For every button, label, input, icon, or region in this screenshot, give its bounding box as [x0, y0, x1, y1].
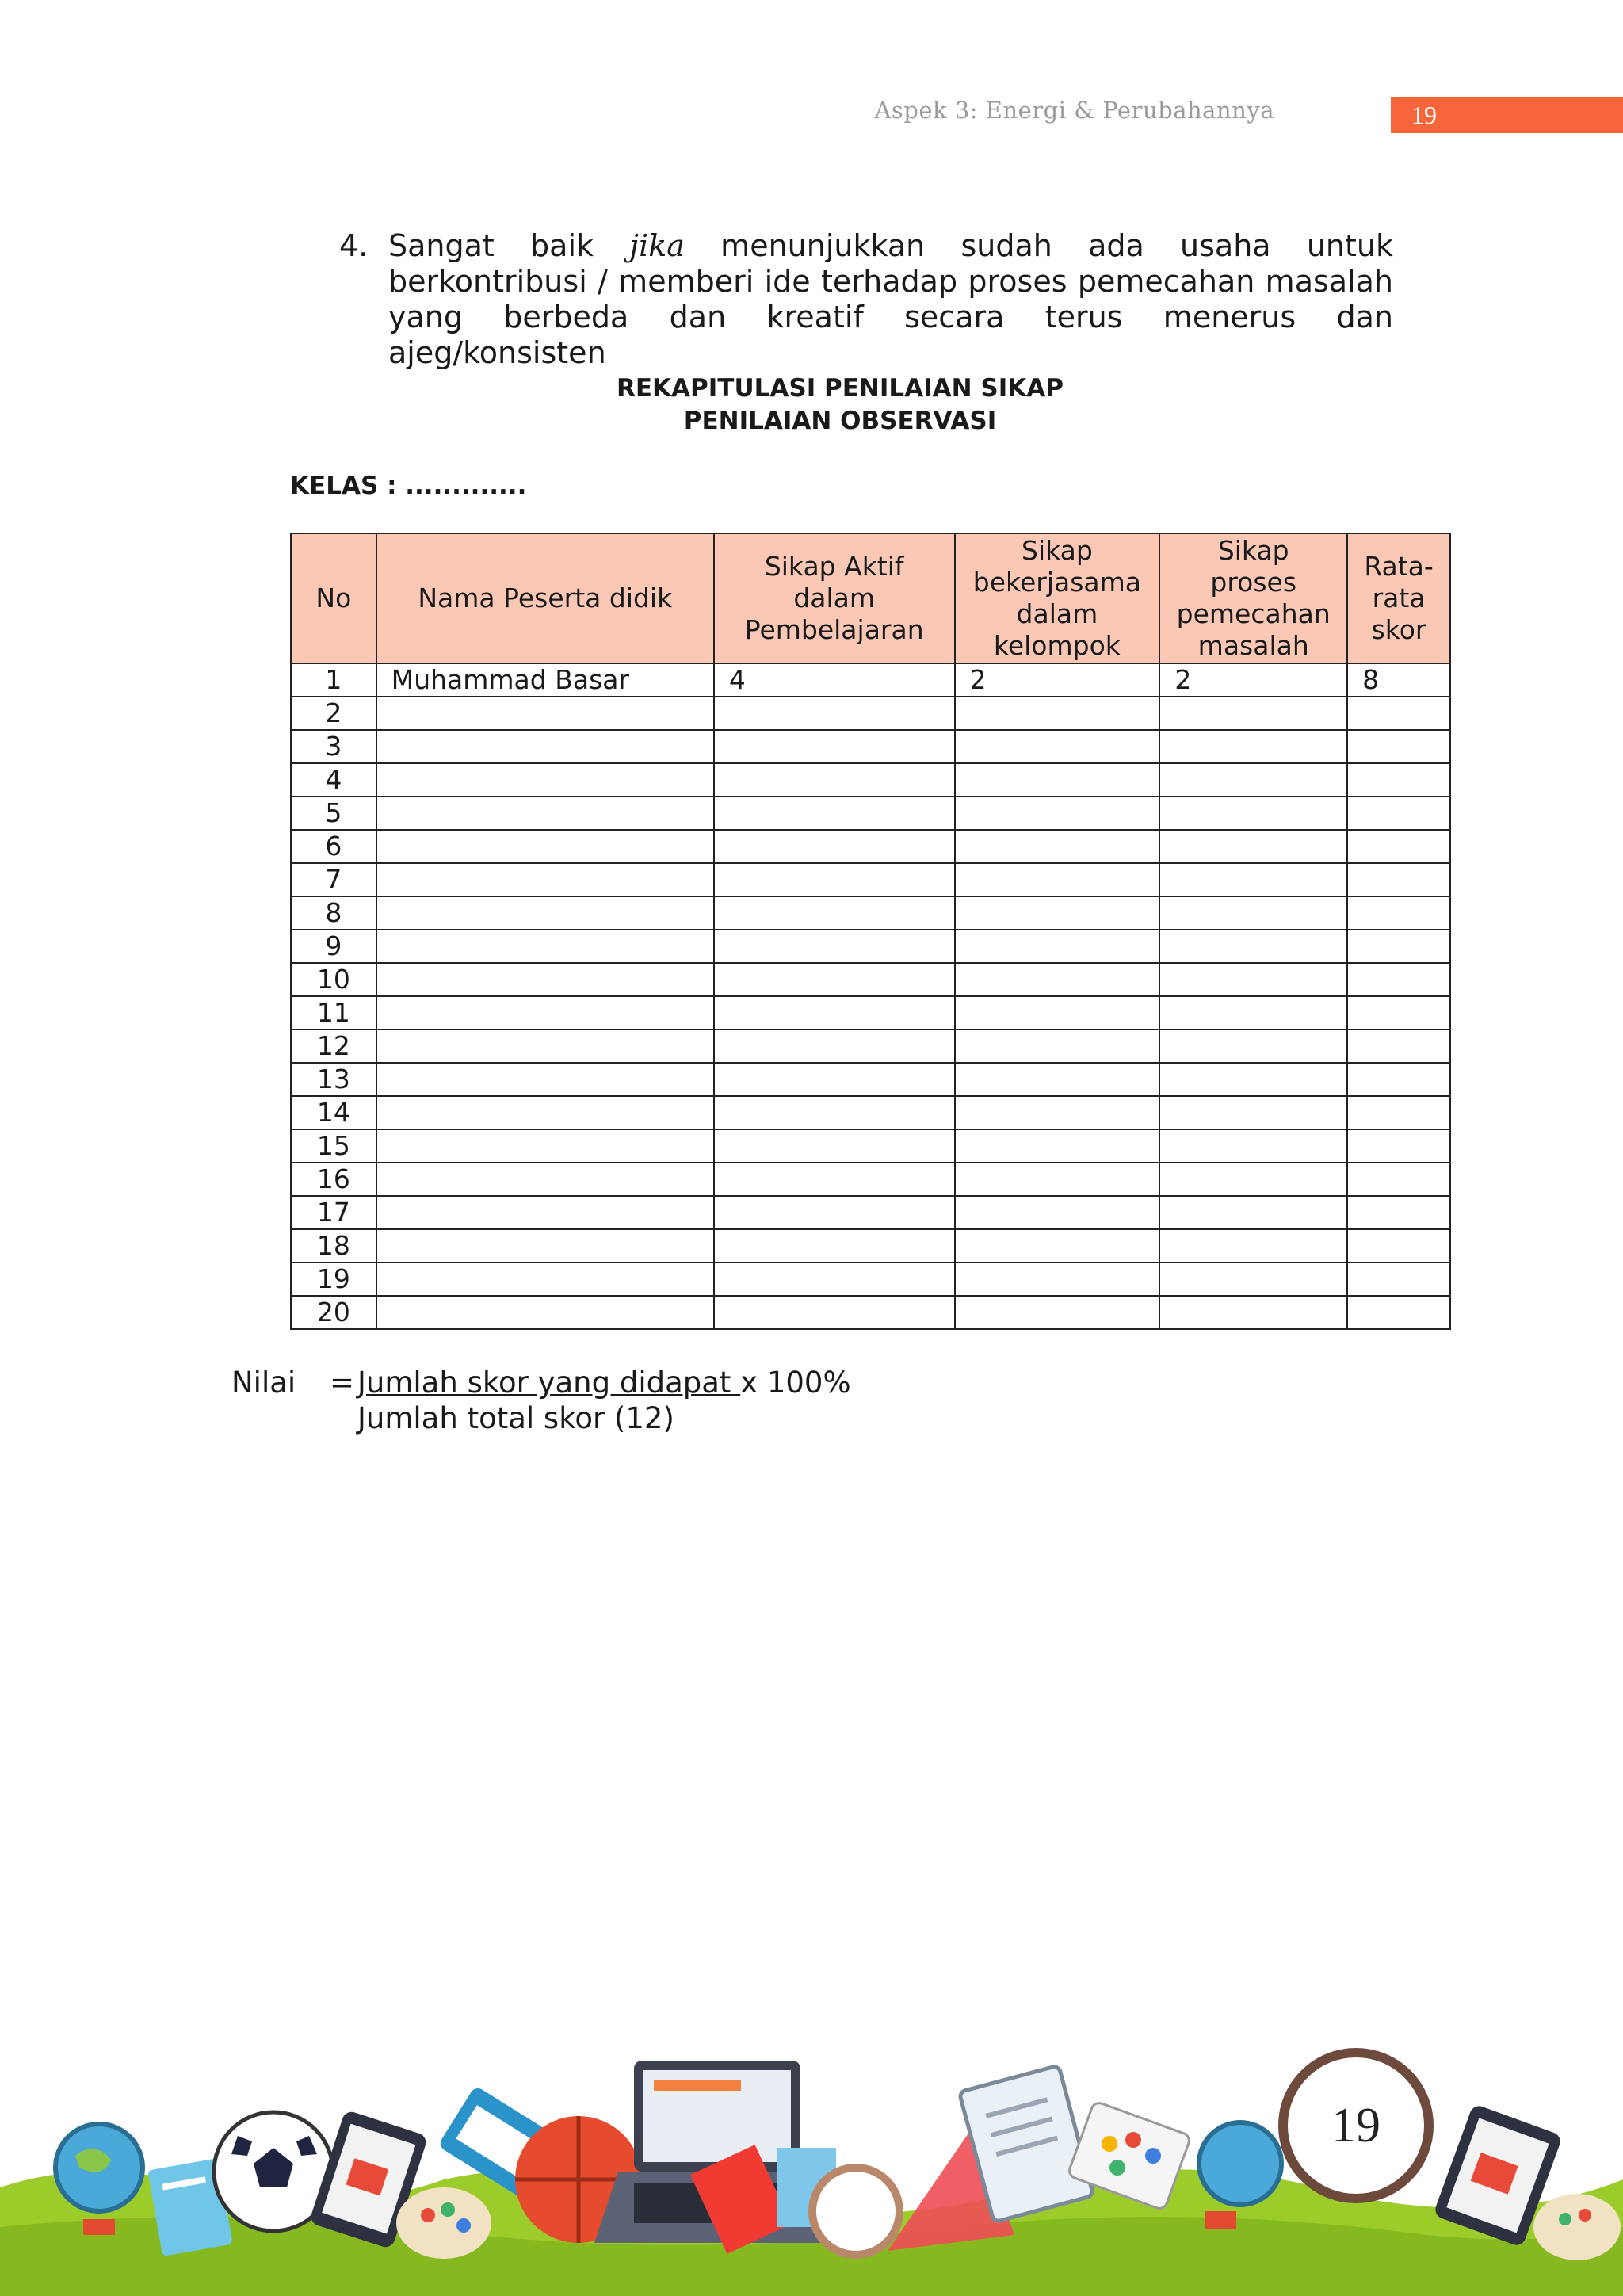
no-cell: 16	[291, 1163, 376, 1196]
header-line: proses	[1210, 567, 1297, 598]
active-score-cell	[714, 730, 955, 763]
problem-solving-score-cell	[1159, 1096, 1347, 1129]
no-cell: 19	[291, 1263, 376, 1296]
name-cell	[376, 763, 714, 797]
problem-solving-score-cell	[1159, 830, 1347, 863]
cooperation-score-cell	[955, 1296, 1160, 1329]
problem-solving-score-cell: 2	[1159, 663, 1347, 697]
cooperation-score-cell	[955, 1129, 1160, 1163]
table-row	[291, 797, 1450, 830]
problem-solving-score-cell	[1159, 896, 1347, 930]
running-header-title: Aspek 3: Energi & Perubahannya	[874, 97, 1274, 124]
page-number-badge: 19	[1278, 2048, 1434, 2203]
average-score-cell	[1347, 1129, 1450, 1163]
average-score-cell	[1347, 1263, 1450, 1296]
formula-numerator: Jumlah skor yang didapat	[357, 1366, 741, 1400]
name-cell: Muhammad Basar	[376, 663, 714, 697]
header-line: Sikap	[1022, 535, 1093, 566]
cooperation-score-cell	[955, 830, 1160, 863]
name-cell	[376, 830, 714, 863]
problem-solving-score-cell	[1159, 1229, 1347, 1263]
header-line: pemecahan	[1176, 598, 1331, 629]
table-row	[291, 663, 1450, 697]
criteria-number: 4.	[339, 228, 369, 263]
problem-solving-score-cell	[1159, 863, 1347, 896]
name-cell	[376, 1096, 714, 1129]
problem-solving-score-cell	[1159, 730, 1347, 763]
cooperation-score-cell	[955, 1030, 1160, 1063]
problem-solving-score-cell	[1159, 763, 1347, 797]
name-cell	[376, 996, 714, 1030]
table-row	[291, 963, 1450, 996]
formula-label: Nilai	[231, 1366, 296, 1400]
no-cell: 14	[291, 1096, 376, 1129]
name-cell	[376, 1263, 714, 1296]
cooperation-score-cell	[955, 797, 1160, 830]
name-cell	[376, 730, 714, 763]
table-row	[291, 1196, 1450, 1229]
average-score-cell	[1347, 1229, 1450, 1263]
cooperation-score-cell	[955, 863, 1160, 896]
problem-solving-score-cell	[1159, 1296, 1347, 1329]
table-row	[291, 697, 1450, 730]
problem-solving-score-cell	[1159, 1063, 1347, 1096]
table-header-row	[291, 533, 1450, 663]
average-score-cell	[1347, 797, 1450, 830]
problem-solving-score-cell	[1159, 697, 1347, 730]
header-line: bekerjasama	[972, 567, 1142, 598]
no-cell: 2	[291, 697, 376, 730]
active-score-cell	[714, 1229, 955, 1263]
no-cell: 4	[291, 763, 376, 797]
active-score-cell	[714, 963, 955, 996]
average-score-cell	[1347, 730, 1450, 763]
name-cell	[376, 930, 714, 963]
no-cell: 8	[291, 896, 376, 930]
no-cell: 3	[291, 730, 376, 763]
table-row	[291, 1096, 1450, 1129]
name-cell	[376, 1163, 714, 1196]
average-score-cell	[1347, 996, 1450, 1030]
name-cell	[376, 1296, 714, 1329]
active-score-cell	[714, 1163, 955, 1196]
criteria-item-4	[339, 228, 1393, 371]
no-cell: 5	[291, 797, 376, 830]
cooperation-score-cell	[955, 1096, 1160, 1129]
average-score-cell	[1347, 863, 1450, 896]
cooperation-score-cell	[955, 1163, 1160, 1196]
no-cell: 12	[291, 1030, 376, 1063]
cooperation-score-cell	[955, 1229, 1160, 1263]
table-row	[291, 1229, 1450, 1263]
palette-icon	[1533, 2194, 1621, 2260]
active-score-cell	[714, 1263, 955, 1296]
table-row	[291, 863, 1450, 896]
header-cooperation	[955, 533, 1160, 663]
formula-denominator: Jumlah total skor (12)	[357, 1401, 674, 1435]
recap-subtitle: PENILAIAN OBSERVASI	[683, 407, 997, 435]
average-score-cell	[1347, 1163, 1450, 1196]
cooperation-score-cell	[955, 763, 1160, 797]
problem-solving-score-cell	[1159, 797, 1347, 830]
problem-solving-score-cell	[1159, 930, 1347, 963]
header-line: kelompok	[993, 630, 1121, 661]
name-cell	[376, 697, 714, 730]
average-score-cell	[1347, 830, 1450, 863]
recap-titles	[285, 372, 1395, 437]
formula-equals: =	[330, 1366, 355, 1400]
active-score-cell	[714, 1096, 955, 1129]
name-cell	[376, 896, 714, 930]
table-row	[291, 930, 1450, 963]
header-line: skor	[1371, 614, 1426, 645]
average-score-cell	[1347, 763, 1450, 797]
header-line: masalah	[1197, 630, 1309, 661]
cooperation-score-cell	[955, 1263, 1160, 1296]
table-row	[291, 1163, 1450, 1196]
header-line: Sikap Aktif	[764, 551, 904, 582]
header-no: No	[291, 533, 376, 663]
criteria-text-before: Sangat baik	[388, 228, 630, 263]
active-score-cell	[714, 930, 955, 963]
name-cell	[376, 1229, 714, 1263]
criteria-text-after: menunjukkan sudah ada usaha untuk berkontribusi / memberi ide terhadap proses pemecahan masalah yang berbeda dan kreatif secara terus menerus dan ajeg/konsisten	[388, 228, 1393, 370]
table-row	[291, 1063, 1450, 1096]
cooperation-score-cell	[955, 963, 1160, 996]
table-row	[291, 1296, 1450, 1329]
header-line: dalam	[1016, 598, 1098, 629]
header-line: Rata-	[1364, 551, 1434, 582]
cooperation-score-cell	[955, 1196, 1160, 1229]
score-table	[290, 533, 1451, 1330]
active-score-cell	[714, 863, 955, 896]
cooperation-score-cell	[955, 697, 1160, 730]
header-line: dalam	[793, 583, 876, 613]
kelas-label: KELAS : .............	[290, 472, 527, 500]
no-cell: 7	[291, 863, 376, 896]
table-row	[291, 1129, 1450, 1163]
average-score-cell	[1347, 930, 1450, 963]
average-score-cell	[1347, 896, 1450, 930]
name-cell	[376, 1063, 714, 1096]
cooperation-score-cell: 2	[955, 663, 1160, 697]
header-line: Sikap	[1217, 535, 1289, 566]
no-cell: 10	[291, 963, 376, 996]
clock-icon	[812, 2168, 899, 2255]
average-score-cell	[1347, 697, 1450, 730]
header-active-attitude	[714, 533, 955, 663]
active-score-cell	[714, 996, 955, 1030]
table-body	[291, 663, 1450, 1329]
name-cell	[376, 1196, 714, 1229]
problem-solving-score-cell	[1159, 1129, 1347, 1163]
average-score-cell	[1347, 1296, 1450, 1329]
no-cell: 11	[291, 996, 376, 1030]
active-score-cell	[714, 697, 955, 730]
cooperation-score-cell	[955, 996, 1160, 1030]
problem-solving-score-cell	[1159, 1163, 1347, 1196]
problem-solving-score-cell	[1159, 996, 1347, 1030]
criteria-text-italic: jika	[629, 228, 685, 263]
table-row	[291, 763, 1450, 797]
table-row	[291, 896, 1450, 930]
problem-solving-score-cell	[1159, 1263, 1347, 1296]
active-score-cell	[714, 797, 955, 830]
no-cell: 9	[291, 930, 376, 963]
header-average-score	[1347, 533, 1450, 663]
page-number-tab-label: 19	[1411, 101, 1437, 129]
table-row	[291, 730, 1450, 763]
cooperation-score-cell	[955, 896, 1160, 930]
table-row	[291, 996, 1450, 1030]
active-score-cell	[714, 1296, 955, 1329]
active-score-cell	[714, 1063, 955, 1096]
average-score-cell	[1347, 1030, 1450, 1063]
name-cell	[376, 1129, 714, 1163]
cooperation-score-cell	[955, 730, 1160, 763]
average-score-cell	[1347, 1063, 1450, 1096]
name-cell	[376, 1030, 714, 1063]
active-score-cell	[714, 830, 955, 863]
active-score-cell: 4	[714, 663, 955, 697]
name-cell	[376, 797, 714, 830]
header-line: Pembelajaran	[744, 614, 924, 645]
average-score-cell: 8	[1347, 663, 1450, 697]
active-score-cell	[714, 1030, 955, 1063]
no-cell: 15	[291, 1129, 376, 1163]
cooperation-score-cell	[955, 930, 1160, 963]
formula-numerator-line	[357, 1365, 851, 1400]
average-score-cell	[1347, 963, 1450, 996]
problem-solving-score-cell	[1159, 963, 1347, 996]
active-score-cell	[714, 1196, 955, 1229]
formula-multiplier: x 100%	[740, 1366, 851, 1400]
no-cell: 6	[291, 830, 376, 863]
page-number-tab	[1391, 97, 1623, 133]
no-cell: 18	[291, 1229, 376, 1263]
average-score-cell	[1347, 1096, 1450, 1129]
cooperation-score-cell	[955, 1063, 1160, 1096]
header-name: Nama Peserta didik	[376, 533, 714, 663]
table-row	[291, 1263, 1450, 1296]
table-row	[291, 1030, 1450, 1063]
header-line: rata	[1372, 583, 1426, 613]
active-score-cell	[714, 763, 955, 797]
name-cell	[376, 863, 714, 896]
recap-title: REKAPITULASI PENILAIAN SIKAP	[616, 374, 1064, 403]
active-score-cell	[714, 1129, 955, 1163]
palette-icon	[396, 2187, 491, 2259]
no-cell: 1	[291, 663, 376, 697]
criteria-text	[388, 228, 1393, 371]
no-cell: 17	[291, 1196, 376, 1229]
average-score-cell	[1347, 1196, 1450, 1229]
no-cell: 20	[291, 1296, 376, 1329]
no-cell: 13	[291, 1063, 376, 1096]
table-row	[291, 830, 1450, 863]
active-score-cell	[714, 896, 955, 930]
header-problem-solving	[1159, 533, 1347, 663]
name-cell	[376, 963, 714, 996]
problem-solving-score-cell	[1159, 1030, 1347, 1063]
problem-solving-score-cell	[1159, 1196, 1347, 1229]
